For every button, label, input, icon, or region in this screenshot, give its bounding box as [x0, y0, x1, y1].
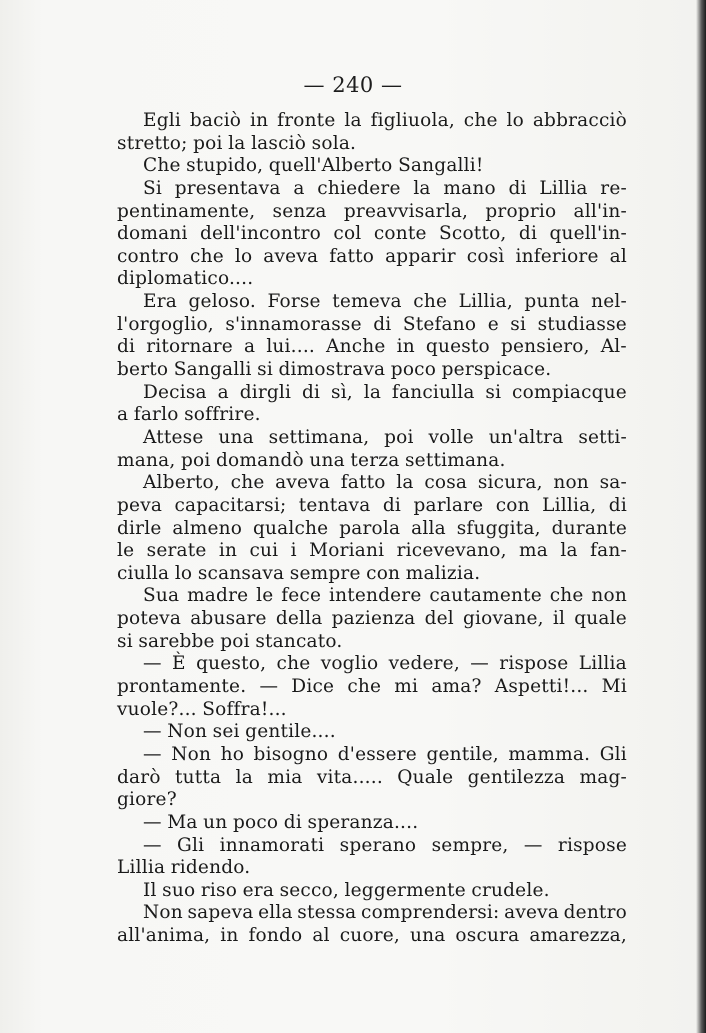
text-line: Lillia ridendo. [117, 857, 251, 879]
text-line: Che stupido, quell'Alberto Sangalli! [143, 155, 484, 177]
text-line: — È questo, che voglio vedere, — rispose Lillia [143, 653, 627, 675]
text-line: mana, poi domandò una terza settimana. [117, 449, 506, 471]
text-line: Attese una settimana, poi volle un'altra setti- [143, 426, 627, 448]
text-line: Il suo riso era secco, leggermente crudele. [143, 879, 550, 901]
text-line: stretto; poi la lasciò sola. [117, 132, 357, 154]
text-line: poteva abusare della pazienza del giovane, il quale [117, 608, 627, 630]
text-line: — Non ho bisogno d'essere gentile, mamma. Gli [143, 743, 627, 765]
text-line: contro che lo aveva fatto apparir così inferiore al [117, 245, 627, 267]
text-line: Alberto, che aveva fatto la cosa sicura, non sa- [143, 472, 627, 494]
text-line: — Ma un poco di speranza.... [143, 811, 419, 833]
text-line: peva capacitarsi; tentava di parlare con Lillia, di [117, 494, 627, 516]
text-line: Egli baciò in fronte la figliuola, che lo abbracciò [143, 110, 627, 131]
text-line: vuole?... Soffra!... [117, 698, 287, 720]
text-line: Sua madre le fece intendere cautamente che non [143, 585, 627, 607]
text-line: dirle almeno qualche parola alla sfuggita, durante [117, 517, 627, 539]
text-line: a farlo soffrire. [117, 404, 261, 426]
text-line: Si presentava a chiedere la mano di Lillia re- [143, 177, 627, 199]
text-line: giore? [117, 789, 177, 811]
text-line: Decisa a dirgli di sì, la fanciulla si compiacque [143, 381, 627, 403]
text-line: ciulla lo scansava sempre con malizia. [117, 562, 481, 584]
body-text [117, 110, 627, 948]
text-line: diplomatico.... [117, 268, 254, 290]
text-line: all'anima, in fondo al cuore, una oscura amarezza, [117, 925, 627, 947]
text-line: domani dell'incontro col conte Scotto, di quell'in- [117, 223, 627, 245]
text-line: — Gli innamorati sperano sempre, — rispose [143, 834, 627, 856]
text-line: Non sapeva ella stessa comprendersi: aveva dentro [143, 902, 627, 924]
text-line: darò tutta la mia vita..... Quale gentilezza mag- [117, 766, 627, 788]
text-line: pentinamente, senza preavvisarla, proprio all'in- [117, 200, 627, 222]
text-line: di ritornare a lui.... Anche in questo pensiero, Al- [117, 336, 627, 358]
text-line: — Non sei gentile.... [143, 721, 336, 743]
text-line: le serate in cui i Moriani ricevevano, ma la fan- [117, 540, 627, 562]
text-line: si sarebbe poi stancato. [117, 630, 343, 652]
text-line: prontamente. — Dice che mi ama? Aspetti!... Mi [117, 676, 627, 698]
text-line: Era geloso. Forse temeva che Lillia, punta nel- [143, 291, 627, 313]
text-line: berto Sangalli si dimostrava poco perspicace. [117, 359, 552, 381]
page-number: — 240 — [303, 73, 403, 97]
text-line: l'orgoglio, s'innamorasse di Stefano e si studiasse [117, 313, 627, 335]
page-edge-shadow [696, 0, 706, 1033]
